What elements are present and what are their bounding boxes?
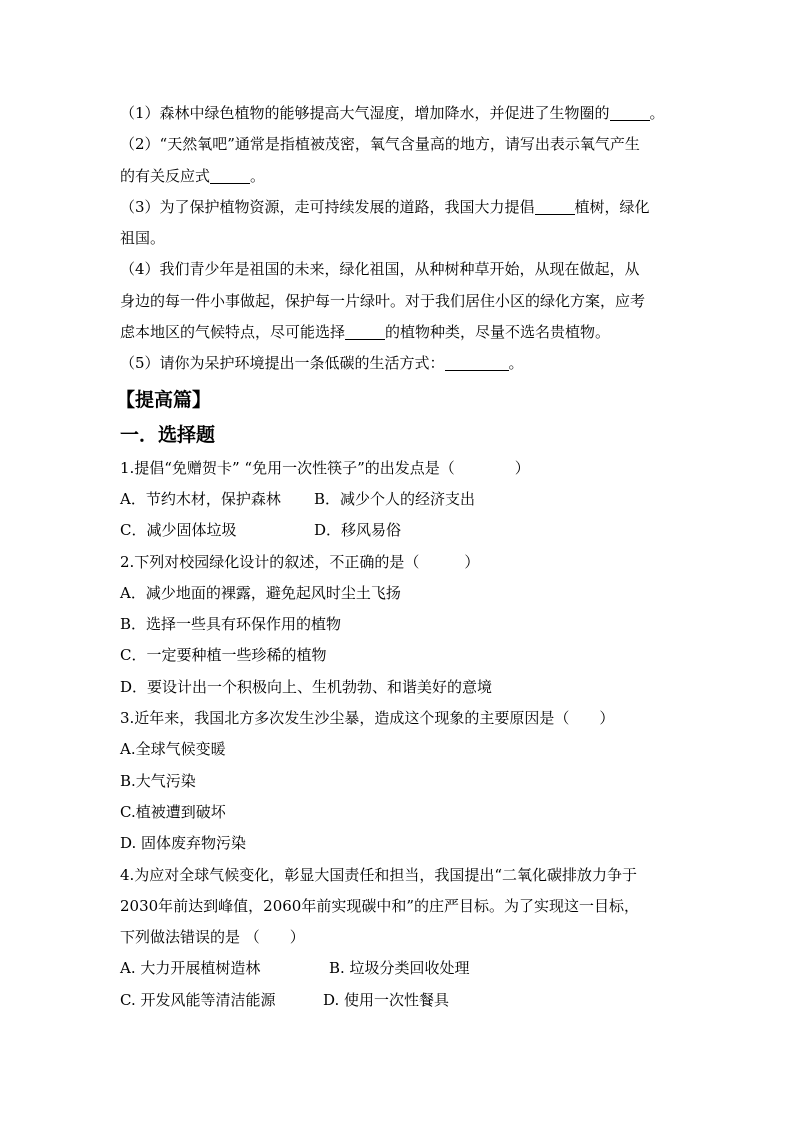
option-b: B．选择一些具有环保作用的植物 [120, 615, 342, 634]
option-a: A．节约木材，保护森林 [120, 489, 281, 508]
option-a: A.全球气候变暖 [120, 740, 226, 759]
fill-in-4: （4）我们青少年是祖国的未来，绿化祖国，从种树种草开始，从现在做起，从 [120, 260, 640, 279]
option-b: B. 垃圾分类回收处理 [329, 959, 470, 978]
option-b: B．减少个人的经济支出 [314, 489, 476, 508]
fill-in-5: （5）请你为呆护环境提出一条低碳的生活方式： 。 [120, 354, 524, 373]
document-content [116, 98, 680, 1016]
question-1-stem: 1.提倡“免赠贺卡” “免用一次性筷子”的出发点是（ ） [120, 458, 530, 477]
answer-blank [610, 102, 650, 121]
option-c: C．减少固体垃圾 [120, 521, 237, 540]
option-a: A. 大力开展植树造林 [120, 959, 261, 978]
answer-blank [535, 196, 575, 215]
option-c: C. 开发风能等清洁能源 [120, 990, 276, 1009]
option-c: C．一定要种植一些珍稀的植物 [120, 646, 327, 665]
option-d: D. 固体废弃物污染 [120, 834, 247, 853]
option-d: D．要设计出一个积极向上、生机勃勃、和谐美好的意境 [120, 677, 493, 696]
question-4-stem-cont2: 下列做法错误的是 （ ） [120, 928, 305, 947]
question-4-stem: 4.为应对全球气候变化，彰显大国责任和担当，我国提出“二氧化碳排放力争于 [120, 865, 637, 884]
section-heading: 【提高篇】 [116, 388, 212, 411]
option-c: C.植被遭到破坏 [120, 802, 226, 821]
fill-in-1: （1）森林中绿色植物的能够提高大气湿度，增加降水，并促进了生物圈的 。 [120, 104, 665, 122]
question-1-options-row [120, 484, 680, 515]
question-2-stem: 2.下列对校园绿化设计的叙述，不正确的是（ ） [120, 552, 480, 571]
fill-in-3: （3）为了保护植物资源，走可持续发展的道路，我国大力提倡 植树，绿化 [120, 197, 650, 216]
question-4-stem-cont: 2030年前达到峰值，2060年前实现碳中和”的庄严目标。为了实现这一目标， [120, 896, 640, 915]
fill-in-2: （2）“天然氧吧”通常是指植被茂密，氧气含量高的地方，请写出表示氧气产生 [120, 135, 640, 154]
answer-blank [210, 165, 250, 184]
fill-in-2-cont: 的有关反应式 。 [120, 166, 266, 185]
fill-in-4-cont2: 虑本地区的气候特点，尽可能选择 的植物种类，尽量不选名贵植物。 [120, 323, 611, 342]
answer-blank [445, 352, 509, 371]
fill-in-4-cont: 身边的每一件小事做起，保护每一片绿叶。对于我们居住小区的绿化方案，应考 [120, 291, 646, 310]
option-a: A．减少地面的裸露，避免起风时尘土飞扬 [120, 583, 401, 602]
fill-in-3-cont: 祖国。 [120, 229, 166, 248]
question-4-options-row [120, 953, 680, 984]
answer-blank [345, 321, 385, 340]
question-3-stem: 3.近年来，我国北方多次发生沙尘暴，造成这个现象的主要原因是（ ） [120, 709, 615, 728]
option-d: D．移风易俗 [314, 521, 402, 540]
option-b: B.大气污染 [120, 771, 196, 790]
subsection-heading: 一．选择题 [120, 423, 216, 446]
question-1-options-row [120, 515, 680, 546]
option-d: D. 使用一次性餐具 [323, 990, 450, 1009]
question-4-options-row [120, 985, 680, 1016]
